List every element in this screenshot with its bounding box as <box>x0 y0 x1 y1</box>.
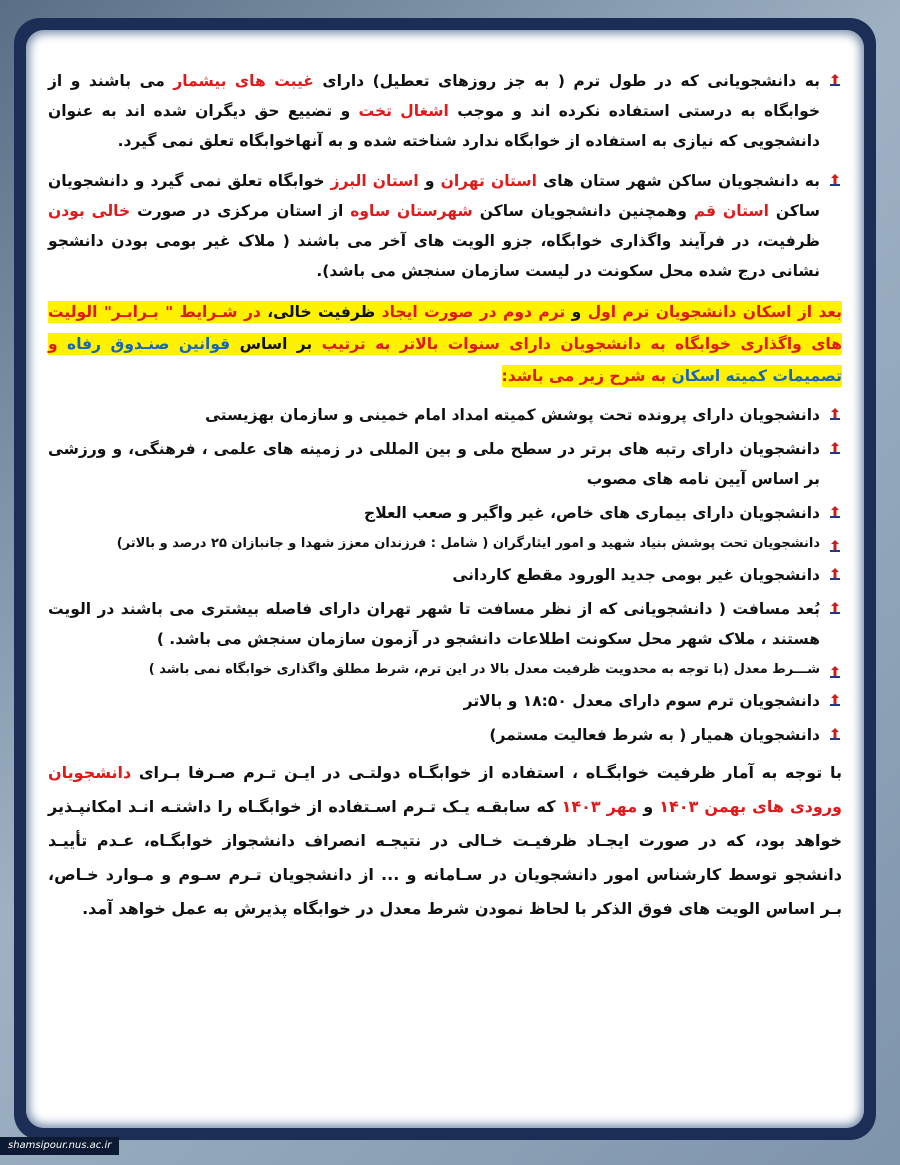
text-segment: به دانشجویانی که در طول ترم ( به جز روزهای تعطیل) دارای <box>322 72 820 90</box>
text-segment: از استان مرکزی در صورت <box>137 202 344 220</box>
priority-intro <box>48 296 842 392</box>
site-url-watermark: shamsipour.nus.ac.ir <box>0 1137 119 1155</box>
text-segment: و تضییع حق دیگران شده اند به عنوان دانشجویی که نیازی به استفاده از خوابگاه ندارد شناخته شده و به آنهاخوابگاه تعلق نمی گیرد. <box>48 102 820 150</box>
arrow-bullet-icon <box>828 407 842 421</box>
arrow-bullet-icon <box>828 665 842 679</box>
list-item <box>48 720 842 750</box>
list-item <box>48 400 842 430</box>
list-item-text: دانشجویان ترم سوم دارای معدل ۱۸:۵۰ و بالاتر <box>463 692 820 710</box>
list-item <box>48 532 842 556</box>
final-segment: و <box>643 797 654 816</box>
intro-housing-committee: تصمیمات کمیته اسکان <box>671 367 842 385</box>
intro-segment: بعد از اسکان دانشجویان <box>655 303 842 321</box>
list-item-text: دانشجویان دارای رتبه های برتر در سطح ملی و بین المللی در زمینه های علمی ، فرهنگی، و ورزشی بر اساس آیین نامه های مصوب <box>48 440 820 488</box>
highlight-alborz: استان البرز <box>330 172 419 190</box>
list-item-text: بُعد مسافت ( دانشجویانی که از نظر مسافت تا شهر تهران دارای فاصله بیشتری می باشند در الویت هستند ، ملاک شهر محل سکونت اطلاعات دانشجو در آزمون سازمان سنجش می باشد. ) <box>48 600 820 648</box>
text-segment: و <box>424 172 435 190</box>
arrow-bullet-icon <box>828 567 842 581</box>
list-item-text: دانشجویان همیار ( به شرط فعالیت مستمر) <box>489 726 820 744</box>
list-item <box>48 560 842 590</box>
rule-residence <box>48 166 842 286</box>
intro-term-two: ترم دوم <box>503 303 566 321</box>
list-item-text: دانشجویان دارای بیماری های خاص، غیر واگیر و صعب العلاج <box>364 504 820 522</box>
list-item-text: دانشجویان دارای پرونده تحت پوشش کمیته امداد امام خمینی و سازمان بهزیستی <box>205 406 820 424</box>
arrow-bullet-icon <box>828 601 842 615</box>
highlight-saveh: شهرستان ساوه <box>350 202 473 220</box>
intro-segment: به شرح زیر می باشد: <box>501 367 667 385</box>
text-segment: وهمچنین دانشجویان ساکن <box>479 202 687 220</box>
highlight-qom: استان قم <box>693 202 769 220</box>
arrow-bullet-icon <box>828 539 842 553</box>
final-paragraph <box>48 756 842 926</box>
text-segment: به دانشجویان ساکن شهر ستان های <box>543 172 820 190</box>
text-segment: خوابگاه تعلق نمی گیرد و دانشجویان ساکن <box>48 172 820 220</box>
intro-equal-conditions: در شـرایط " بـرابـر" <box>103 303 261 321</box>
highlight-empty: خالی بودن <box>48 202 131 220</box>
highlight-absences: غیبت های بیشمار <box>173 72 314 90</box>
intro-term-one: ترم اول <box>587 303 650 321</box>
rule-absence <box>48 66 842 156</box>
arrow-bullet-icon <box>828 505 842 519</box>
list-item <box>48 658 842 682</box>
priority-list <box>48 400 842 750</box>
intro-segment: در صورت ایجاد <box>381 303 497 321</box>
final-entry-bahman: دانشجویان ورودی های بهمن ۱۴۰۳ <box>48 763 842 816</box>
list-item-text: شـــرط معدل (با توجه به محدویت ظرفیت معدل بالا در این ترم، شرط مطلق واگذاری خوابگاه نمی باشد ) <box>148 662 820 677</box>
final-entry-mehr: مهر ۱۴۰۳ <box>561 797 638 816</box>
highlight-tehran: استان تهران <box>440 172 537 190</box>
arrow-bullet-icon <box>828 441 842 455</box>
final-segment: که سابقـه یـک تـرم اسـتفاده از خوابگـاه را داشتـه انـد امکانپـذیر خواهد بود، که در صورت ایجـاد ظرفیـت خـالی در نتیجـه انصراف دانشجواز خوابگـاه، عـدم تأییـد دانشجو توسط کارشناس امور دانشجویان در سـامانه و ... از دانشجویان تـرم سـوم و مـوارد خـاص، بـر اساس الویت های فوق الذکر با لحاظ نمودن شرط معدل در خوابگاه پذیرش به عمل خواهد آمد. <box>48 797 842 918</box>
list-item-text: دانشجویان غیر بومی جدید الورود مقطع کاردانی <box>452 566 820 584</box>
arrow-bullet-icon <box>828 73 842 87</box>
arrow-bullet-icon <box>828 727 842 741</box>
text-segment: می باشند و از خوابگاه به درستی استفاده نکرده اند و موجب <box>48 72 820 120</box>
intro-segment: و <box>571 303 582 321</box>
intro-segment: ظرفیت خالی، <box>267 303 376 321</box>
final-segment: با توجه به آمار ظرفیت خوابگـاه ، استفاده از خوابگـاه دولتـی در ایـن تـرم صـرفا بـرای <box>138 763 842 782</box>
arrow-bullet-icon <box>828 173 842 187</box>
list-item <box>48 434 842 494</box>
text-segment: ظرفیت، در فرآیند واگذاری خوابگاه، جزو الویت های آخر می باشند ( ملاک غیر بومی بودن دانشجو نشانی درج شده محل سکونت در لیست سازمان سنجش می باشد). <box>48 232 820 280</box>
arrow-bullet-icon <box>828 693 842 707</box>
intro-priorities: الولیت های واگذاری خوابگاه به دانشجویان دارای سنوات بالاتر به ترتیب <box>48 303 842 353</box>
list-item-text: دانشجویان تحت پوشش بنیاد شهید و امور ایثارگران ( شامل : فرزندان معزز شهدا و جانبازان ۲۵ درصد و بالاتر) <box>116 536 820 551</box>
list-item <box>48 686 842 716</box>
intro-segment: و <box>48 335 58 353</box>
notice-document <box>26 30 864 1128</box>
intro-segment: بر اساس <box>239 335 313 353</box>
list-item <box>48 594 842 654</box>
list-item <box>48 498 842 528</box>
highlight-bed-occupation: اشغال تخت <box>358 102 449 120</box>
intro-welfare-fund: قوانین صنـدوق رفاه <box>67 335 231 353</box>
